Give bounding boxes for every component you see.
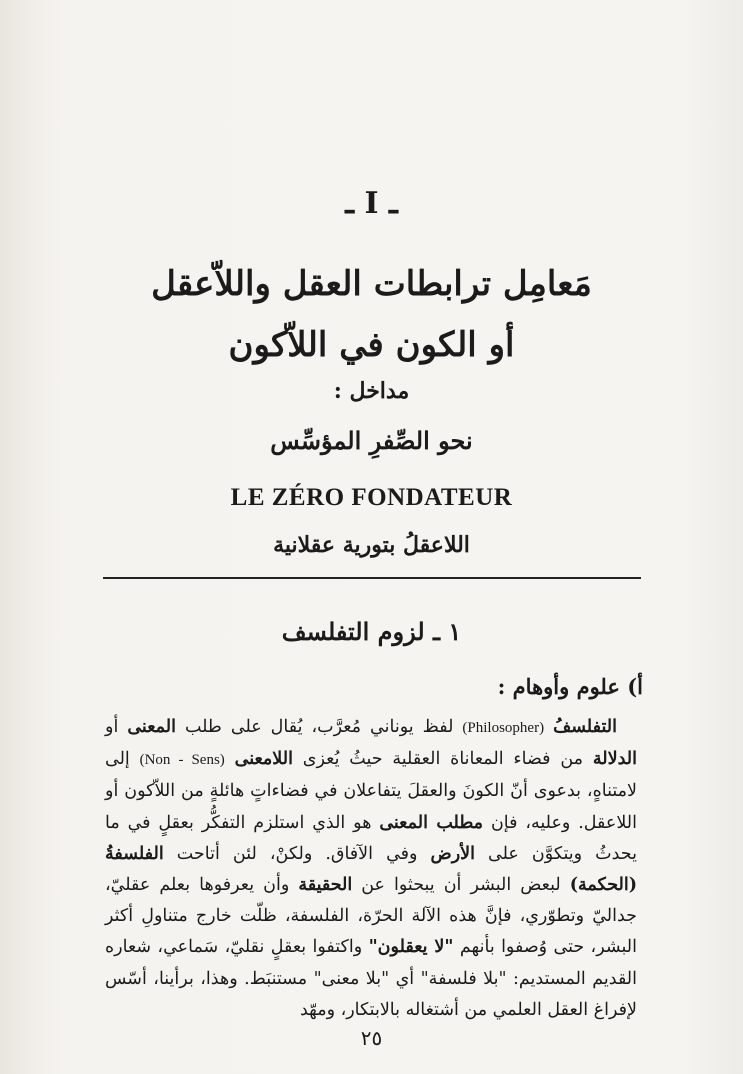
subtitle-arabic: نحو الصِّفرِ المؤسِّس [270,426,473,455]
subtitle-arabic-2: اللاعقلُ بتورية عقلانية [273,532,470,558]
text-run: وأن يعرفوها بعلم عقليّ، جداليّ وتطوّري، فإنَّ هذه الآلة الحرّة، الفلسفة، ظلّت خارج متناولِ أكثر البشر، حتى وُصفوا بأنهم [105,875,637,958]
term-quest-meaning: مطلب المعنى [379,812,484,833]
term-nonsense: اللامعنى [234,749,293,770]
term-philosophy: الفلسفةُ (الحكمة) [105,843,637,896]
introductions-label: مداخل : [333,378,410,404]
term-philosophizing: التفلسفُ [553,717,617,737]
paragraph [105,712,637,1026]
text-run: لبعض البشر أن يبحثوا عن [361,875,561,896]
text-run: وفي الآفاق. ولكنْ، لئن أتاحت [176,843,418,864]
horizontal-rule [103,577,641,579]
subtitle-latin: LE ZÉRO FONDATEUR [230,484,513,511]
text-run: واكتفوا بعقلٍ نقليّ، سَماعي، شعاره القديم المستديم: "بلا فلسفة" أي "بلا معنى" مستنبَط. وهذا، برأينا، أسّس لإفراغ العقل العلمي من أشتغاله بالابتكار، ومهّد [105,937,637,1020]
text-run: هو الذي استلزم التفكُّر بعقلٍ في ما يحدثُ ويتكوَّن على [105,812,637,864]
part-number: ـ I ـ [345,186,398,221]
text-run: من فضاء المعاناة العقلية حيثُ يُعزى [302,749,584,770]
term-earth: الأرض [430,843,475,864]
term-truth: الحقيقة [298,875,353,896]
subheading: أ) علوم وأوهام : [497,674,643,699]
page-number: ٢٥ [360,1026,383,1050]
term-do-not-reason: "لا يعقلون" [368,937,454,958]
body-text [105,712,637,1026]
term-signification: الدلالة [592,749,637,770]
text-run: إلى لامتناهٍ، بدعوى أنّ الكونَ والعقلَ يتفاعلان في فضاءاتٍ هائلةٍ من اللاّكون أو اللاعقل. وعليه، فإن [105,749,637,833]
latin-term: (Philosopher) [462,720,545,736]
latin-term: (Non - Sens) [139,752,225,769]
section-heading: ١ ـ لزوم التفلسف [281,617,462,646]
text-run: أو [105,717,119,737]
text-run: لفظ يوناني مُعرَّب، يُقال على طلب [184,717,454,737]
term-meaning: المعنى [127,717,176,737]
chapter-title-line2: أو الكون في اللاّكون [228,325,515,365]
chapter-title-line1: مَعامِل ترابطات العقل واللاّعقل [151,264,592,304]
